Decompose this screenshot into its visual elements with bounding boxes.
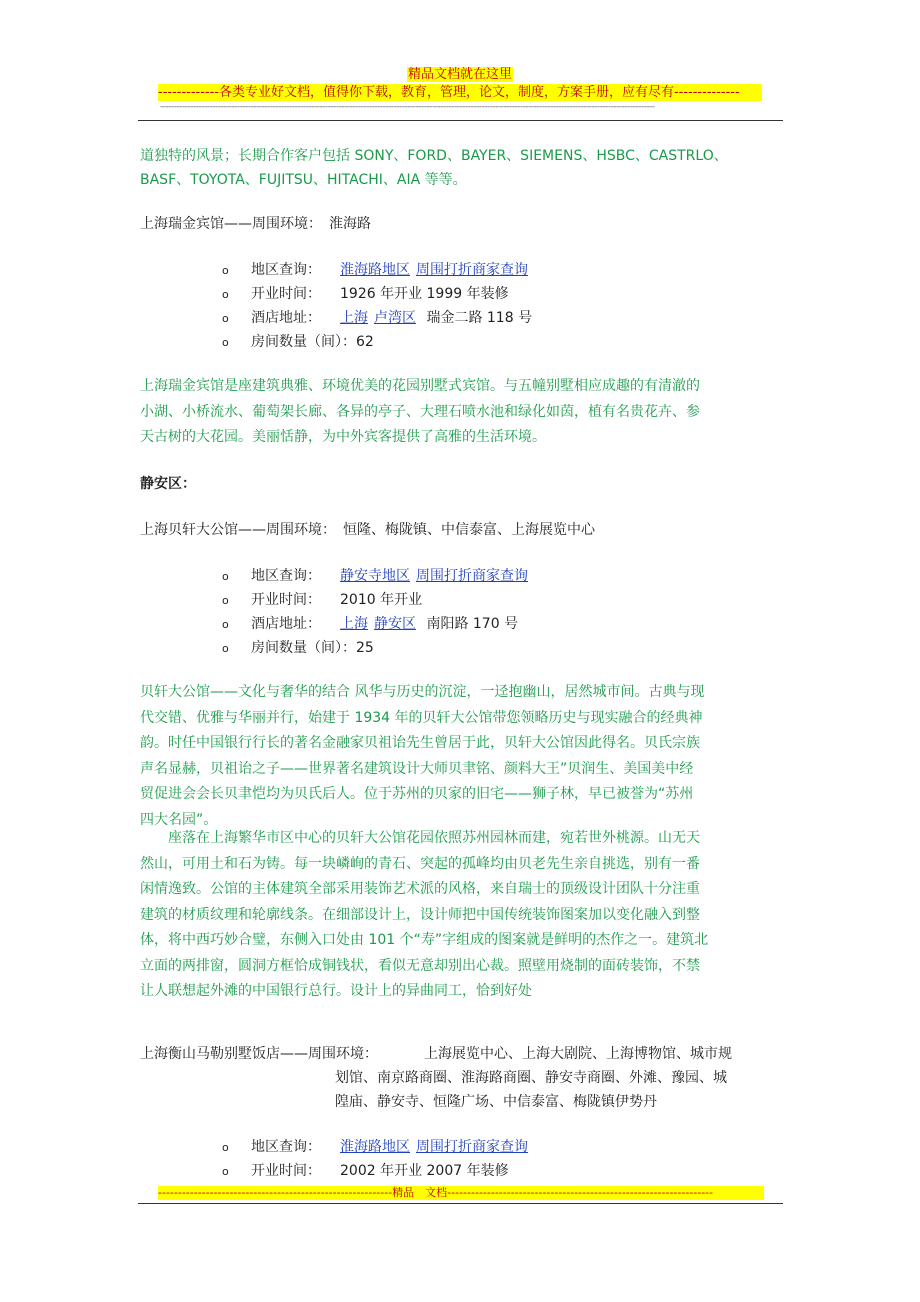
district-heading: 静安区： bbox=[140, 476, 196, 492]
footer-banner: -----------------------------------------------------------精品 文档------------------------------------------------------------------- bbox=[158, 1186, 764, 1200]
hotel3-heading: 上海衡山马勒别墅饭店——周围环境： bbox=[140, 1046, 378, 1062]
info-item bbox=[222, 258, 534, 282]
info-item bbox=[222, 306, 534, 330]
bullet-icon: o bbox=[222, 642, 229, 655]
info-item bbox=[222, 636, 534, 660]
header-title bbox=[0, 66, 920, 83]
header-dash-line: ------------------------------------------------------------------------------------------------------------------------------------------------------------------------------------ bbox=[160, 102, 655, 112]
info-label: 房间数量（间）：62 bbox=[251, 334, 374, 350]
paragraph-line: 座落在上海繁华市区中心的贝轩大公馆花园依照苏州园林而建，宛若世外桃源。山无天 bbox=[140, 830, 700, 846]
hotel1-heading: 上海瑞金宾馆——周围环境： 淮海路 bbox=[140, 216, 371, 232]
info-value: 2002 年开业 2007 年装修 bbox=[340, 1163, 509, 1179]
hotel3-info-list bbox=[222, 1135, 534, 1183]
info-label: 酒店地址： bbox=[251, 616, 321, 632]
hotel1-desc-line: 天古树的大花园。美丽恬静，为中外宾客提供了高雅的生活环境。 bbox=[140, 429, 546, 445]
bullet-icon: o bbox=[222, 570, 229, 583]
bullet-icon: o bbox=[222, 1141, 229, 1154]
info-link[interactable]: 周围打折商家查询 bbox=[416, 568, 528, 584]
bullet-icon: o bbox=[222, 288, 229, 301]
header-title-text: 精品文档就在这里 bbox=[407, 67, 512, 82]
hotel2-description-1 bbox=[140, 680, 785, 833]
hotel2-info-list bbox=[222, 564, 534, 660]
info-item bbox=[222, 612, 534, 636]
paragraph-line: 代交错、优雅与华丽并行，始建于 1934 年的贝轩大公馆带您领略历史与现实融合的经典神 bbox=[140, 709, 703, 726]
info-link[interactable]: 淮海路地区 bbox=[340, 1139, 410, 1155]
info-item bbox=[222, 1135, 534, 1159]
info-link[interactable]: 静安寺地区 bbox=[340, 568, 410, 584]
info-item bbox=[222, 1159, 534, 1183]
paragraph-line: 闲情逸致。公馆的主体建筑全部采用装饰艺术派的风格，来自瑞士的顶级设计团队十分注重 bbox=[140, 881, 700, 897]
bullet-icon: o bbox=[222, 312, 229, 325]
info-label: 开业时间： bbox=[251, 592, 321, 608]
header-subtitle: -------------各类专业好文档，值得你下载，教育，管理，论文，制度，方案手册，应有尽有-------------- bbox=[158, 84, 762, 101]
info-item bbox=[222, 330, 534, 354]
paragraph-line: 贸促进会会长贝聿恺均为贝氏后人。位于苏州的贝家的旧宅——狮子林，早已被誉为“苏州 bbox=[140, 786, 694, 802]
info-label: 酒店地址： bbox=[251, 310, 321, 326]
footer-rule bbox=[138, 1203, 783, 1204]
info-link[interactable]: 卢湾区 bbox=[374, 310, 416, 326]
paragraph-line: 让人联想起外滩的中国银行总行。设计上的异曲同工，恰到好处 bbox=[140, 983, 532, 999]
paragraph-line: 贝轩大公馆——文化与奢华的结合 风华与历史的沉淀，一迳抱幽山，居然城市间。古典与现 bbox=[140, 684, 705, 700]
header-rule bbox=[138, 120, 783, 121]
info-item bbox=[222, 282, 534, 306]
paragraph-line: 韵。时任中国银行行长的著名金融家贝祖诒先生曾居于此，贝轩大公馆因此得名。贝氏宗族 bbox=[140, 735, 700, 751]
paragraph-line: 体，将中西巧妙合璧，东侧入口处由 101 个“寿”字组成的图案就是鲜明的杰作之一。建筑北 bbox=[140, 932, 709, 948]
intro-text bbox=[140, 144, 728, 192]
info-label: 地区查询： bbox=[251, 568, 321, 584]
info-label: 地区查询： bbox=[251, 262, 321, 278]
bullet-icon: o bbox=[222, 264, 229, 277]
bullet-icon: o bbox=[222, 336, 229, 349]
paragraph-line: 四大名园”。 bbox=[140, 811, 218, 828]
bullet-icon: o bbox=[222, 1165, 229, 1178]
paragraph-line: 声名显赫，贝祖诒之子——世界著名建筑设计大师贝聿铭、颜料大王”贝润生、美国美中经 bbox=[140, 760, 694, 777]
hotel1-info-list bbox=[222, 258, 534, 354]
paragraph-line: 然山，可用土和石为铸。每一块嶙峋的青石、突起的孤峰均由贝老先生亲自挑选，别有一番 bbox=[140, 855, 700, 872]
info-value: 南阳路 170 号 bbox=[422, 616, 519, 632]
info-item bbox=[222, 564, 534, 588]
intro-line-1: 道独特的风景；长期合作客户包括 SONY、FORD、BAYER、SIEMENS、HSBC、CASTRLO、 bbox=[140, 148, 728, 164]
hotel1-description bbox=[140, 374, 785, 451]
info-link[interactable]: 上海 bbox=[340, 616, 368, 632]
info-link[interactable]: 上海 bbox=[340, 310, 368, 326]
info-link[interactable]: 周围打折商家查询 bbox=[416, 262, 528, 278]
hotel3-env-line-3: 隍庙、静安寺、恒隆广场、中信泰富、梅陇镇伊势丹 bbox=[335, 1094, 657, 1110]
info-label: 开业时间： bbox=[251, 286, 321, 302]
intro-line-2: BASF、TOYOTA、FUJITSU、HITACHI、AIA 等等。 bbox=[140, 172, 467, 188]
info-item bbox=[222, 588, 534, 612]
info-link[interactable]: 淮海路地区 bbox=[340, 262, 410, 278]
info-label: 房间数量（间）：25 bbox=[251, 640, 374, 656]
info-link[interactable]: 周围打折商家查询 bbox=[416, 1139, 528, 1155]
info-value: 1926 年开业 1999 年装修 bbox=[340, 286, 509, 302]
bullet-icon: o bbox=[222, 618, 229, 631]
info-label: 地区查询： bbox=[251, 1139, 321, 1155]
hotel3-env-line-1: 上海展览中心、上海大剧院、上海博物馆、城市规 bbox=[424, 1046, 732, 1062]
paragraph-line: 建筑的材质纹理和轮廓线条。在细部设计上，设计师把中国传统装饰图案加以变化融入到整 bbox=[140, 906, 700, 923]
info-link[interactable]: 静安区 bbox=[374, 616, 416, 632]
info-value: 2010 年开业 bbox=[340, 592, 423, 608]
hotel2-heading: 上海贝轩大公馆——周围环境： 恒隆、梅陇镇、中信泰富、上海展览中心 bbox=[140, 522, 595, 538]
info-label: 开业时间： bbox=[251, 1163, 321, 1179]
hotel1-desc-line: 小湖、小桥流水、葡萄架长廊、各异的亭子、大理石喷水池和绿化如茵，植有名贵花卉、参 bbox=[140, 403, 700, 420]
info-value: 瑞金二路 118 号 bbox=[422, 310, 533, 326]
hotel2-description-2 bbox=[140, 826, 785, 1005]
hotel3-env-line-2: 划馆、南京路商圈、淮海路商圈、静安寺商圈、外滩、豫园、城 bbox=[335, 1070, 727, 1086]
bullet-icon: o bbox=[222, 594, 229, 607]
hotel1-desc-line: 上海瑞金宾馆是座建筑典雅、环境优美的花园别墅式宾馆。与五幢别墅相应成趣的有清澈的 bbox=[140, 378, 700, 394]
paragraph-line: 立面的两排窗，圆洞方框恰成铜钱状，看似无意却别出心裁。照壁用烧制的面砖装饰，不禁 bbox=[140, 957, 700, 974]
